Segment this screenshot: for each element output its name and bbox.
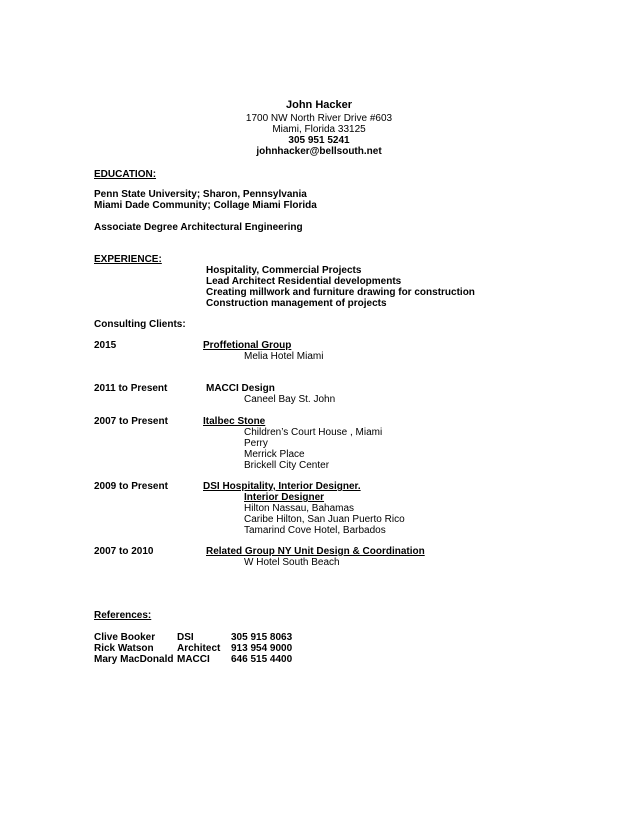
client-period: 2007 to 2010 [94,546,154,557]
experience-item: Hospitality, Commercial Projects [206,265,362,276]
client-period: 2015 [94,340,117,351]
reference-phone: 646 515 4400 [231,654,293,665]
reference-name: Mary MacDonald [94,654,174,665]
education-heading: EDUCATION: [94,169,157,180]
client-role: Interior Designer [244,492,325,503]
reference-phone: 913 954 9000 [231,643,293,654]
phone-line: 305 951 5241 [288,135,350,146]
references-heading: References: [94,610,152,621]
reference-name: Clive Booker [94,632,156,643]
reference-company: MACCI [177,654,210,665]
client-project: Children’s Court House , Miami [244,427,383,438]
client-period: 2007 to Present [94,416,168,427]
client-project: Caneel Bay St. John [244,394,336,405]
experience-item: Construction management of projects [206,298,387,309]
education-school: Miami Dade Community; Collage Miami Florida [94,200,317,211]
client-project: W Hotel South Beach [244,557,340,568]
resume-name: John Hacker [285,99,353,111]
experience-item: Creating millwork and furniture drawing for construction [206,287,475,298]
experience-item: Lead Architect Residential developments [206,276,402,287]
client-project: Perry [244,438,268,449]
reference-phone: 305 915 8063 [231,632,293,643]
email-line: johnhacker@bellsouth.net [256,146,382,157]
reference-company: DSI [177,632,194,643]
reference-company: Architect [177,643,221,654]
reference-name: Rick Watson [94,643,154,654]
client-company: Italbec Stone [203,416,266,427]
education-school: Penn State University; Sharon, Pennsylvania [94,189,307,200]
client-company: DSI Hospitality, Interior Designer. [203,481,361,492]
client-company: Proffetional Group [203,340,292,351]
address-line: 1700 NW North River Drive #603 [245,113,393,124]
education-degree: Associate Degree Architectural Engineering [94,222,303,233]
client-period: 2009 to Present [94,481,168,492]
client-project: Caribe Hilton, San Juan Puerto Rico [244,514,405,525]
city-line: Miami, Florida 33125 [272,124,366,135]
client-project: Melia Hotel Miami [244,351,324,362]
client-company: MACCI Design [206,383,275,394]
client-project: Tamarind Cove Hotel, Barbados [244,525,386,536]
client-project: Brickell City Center [244,460,330,471]
client-project: Hilton Nassau, Bahamas [244,503,355,514]
client-project: Merrick Place [244,449,305,460]
client-company: Related Group NY Unit Design & Coordination [206,546,425,557]
client-period: 2011 to Present [94,383,168,394]
consulting-heading: Consulting Clients: [94,319,186,330]
experience-heading: EXPERIENCE: [94,254,162,265]
